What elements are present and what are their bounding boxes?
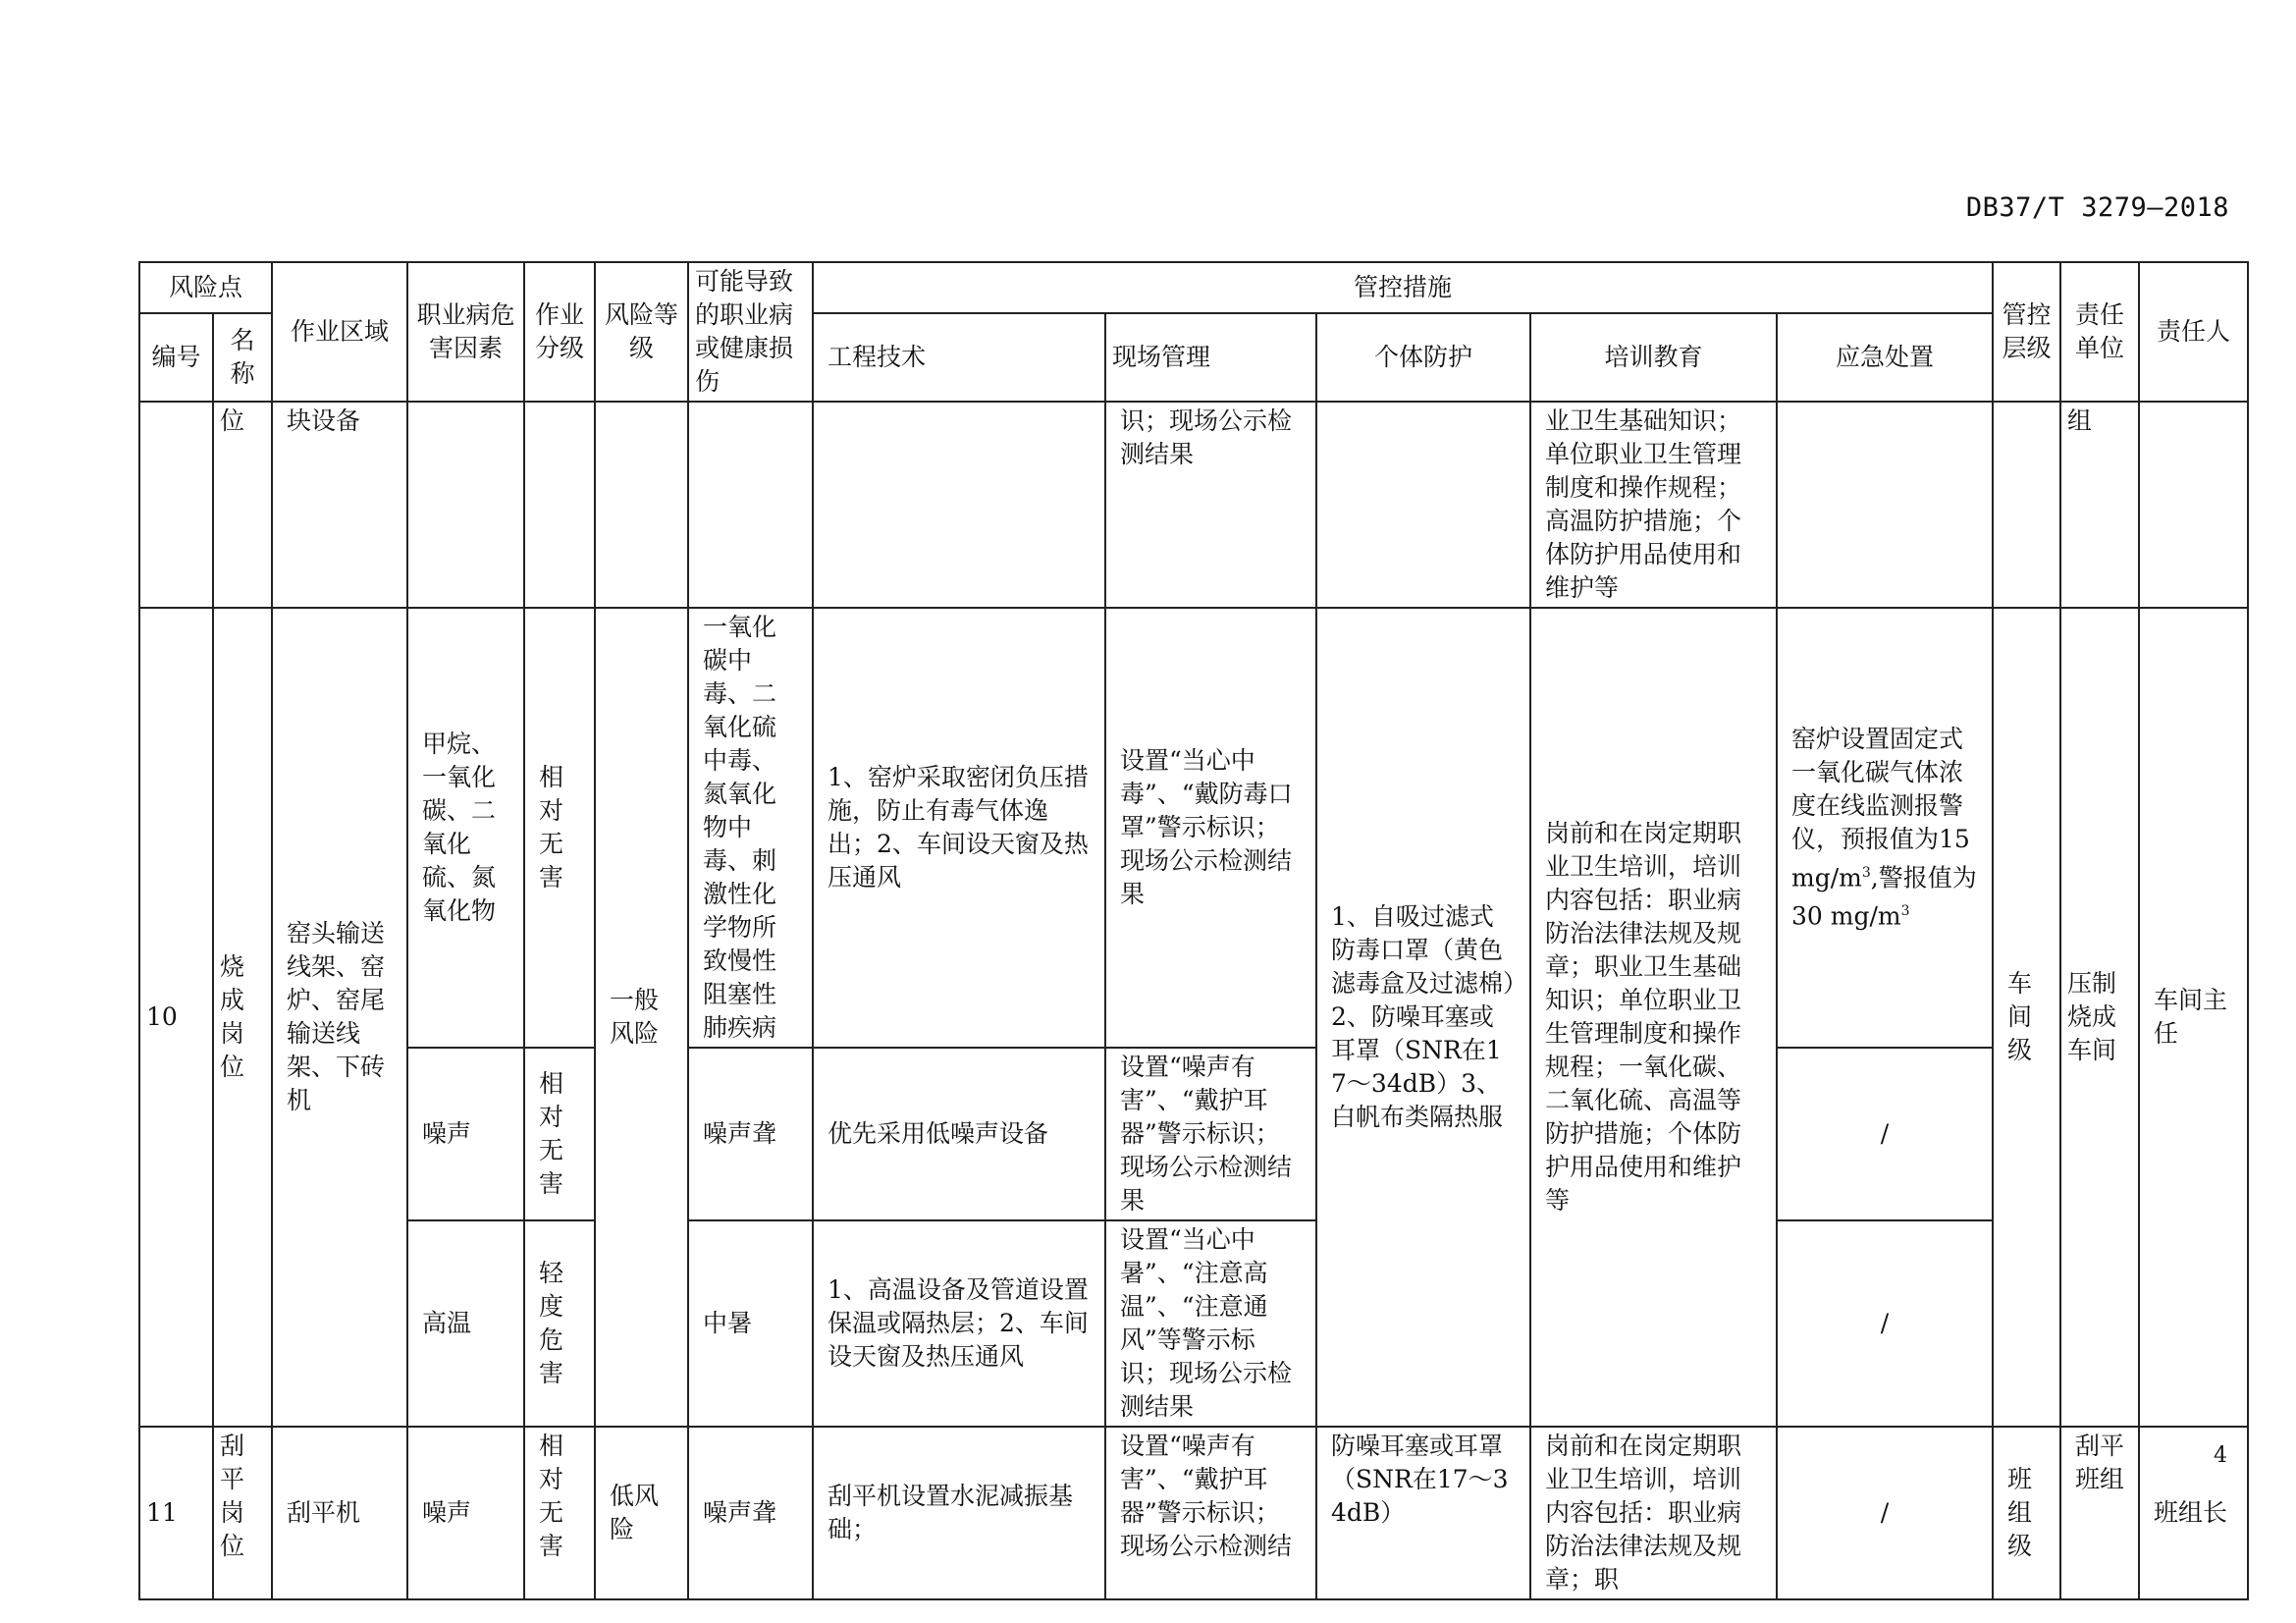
- cell-hazard: 高温: [407, 1220, 524, 1427]
- cell-control-level: 车间级: [1993, 608, 2060, 1427]
- cell-grade: 相对无害: [524, 1427, 595, 1599]
- cell-emergency: /: [1777, 1048, 1993, 1220]
- cell-site-mgmt: 设置“噪声有害”、“戴护耳器”警示标识；现场公示检测结: [1105, 1427, 1316, 1599]
- cell-site-mgmt: 识；现场公示检测结果: [1105, 402, 1316, 608]
- cell-training: 业卫生基础知识；单位职业卫生管理制度和操作规程；高温防护措施；个体防护用品使用和维护等: [1530, 402, 1777, 608]
- header-site-mgmt: 现场管理: [1105, 313, 1316, 402]
- cell-disease: [688, 402, 813, 608]
- cell-grade: 相对无害: [524, 608, 595, 1048]
- cell-engineering: 优先采用低噪声设备: [813, 1048, 1105, 1220]
- header-ppe: 个体防护: [1316, 313, 1530, 402]
- superscript-unit: 3: [1900, 903, 1910, 919]
- cell-number: [139, 402, 213, 608]
- cell-risk-level: 低风险: [595, 1427, 688, 1599]
- cell-risk-level: [595, 402, 688, 608]
- header-training: 培训教育: [1530, 313, 1777, 402]
- cell-name: 位: [213, 402, 272, 608]
- cell-site-mgmt: 设置“当心中暑”、“注意高温”、“注意通风”等警示标识；现场公示检测结果: [1105, 1220, 1316, 1427]
- table-row-10-heat: [139, 1220, 2248, 1427]
- cell-engineering: 刮平机设置水泥减振基础；: [813, 1427, 1105, 1599]
- cell-hazard: 噪声: [407, 1427, 524, 1599]
- cell-unit: 压制烧成车间: [2060, 608, 2139, 1427]
- cell-grade: 相对无害: [524, 1048, 595, 1220]
- header-risk-point: 风险点: [139, 262, 272, 313]
- cell-hazard: 甲烷、一氧化碳、二氧化硫、氮氧化物: [407, 608, 524, 1048]
- table-row-11: [139, 1427, 2248, 1599]
- header-engineering: 工程技术: [813, 313, 1105, 402]
- cell-control-level: [1993, 402, 2060, 608]
- cell-engineering: 1、窑炉采取密闭负压措施，防止有毒气体逸出；2、车间设天窗及热压通风: [813, 608, 1105, 1048]
- cell-number: 10: [139, 608, 213, 1427]
- cell-engineering: [813, 402, 1105, 608]
- cell-control-level: 班组级: [1993, 1427, 2060, 1599]
- cell-emergency: [1777, 402, 1993, 608]
- cell-site-mgmt: 设置“噪声有害”、“戴护耳器”警示标识；现场公示检测结果: [1105, 1048, 1316, 1220]
- header-hazard: 职业病危害因素: [407, 262, 524, 402]
- cell-number: 11: [139, 1427, 213, 1599]
- header-risk-level: 风险等级: [595, 262, 688, 402]
- cell-ppe: [1316, 402, 1530, 608]
- emergency-text: ,警报值为30 mg/m: [1791, 863, 1977, 931]
- superscript-unit: 3: [1861, 864, 1871, 881]
- cell-risk-level: 一般风险: [595, 608, 688, 1427]
- cell-area: 块设备: [272, 402, 407, 608]
- header-row-1: [139, 262, 2248, 313]
- cell-emergency: [1777, 608, 1993, 1048]
- cell-emergency: /: [1777, 1220, 1993, 1427]
- cell-unit: 组: [2060, 402, 2139, 608]
- cell-name: 烧成岗位: [213, 608, 272, 1427]
- cell-name: 刮平岗位: [213, 1427, 272, 1599]
- cell-site-mgmt: 设置“当心中毒”、“戴防毒口罩”警示标识；现场公示检测结果: [1105, 608, 1316, 1048]
- header-control-level: 管控层级: [1993, 262, 2060, 402]
- cell-ppe: 防噪耳塞或耳罩（SNR在17～34dB）: [1316, 1427, 1530, 1599]
- header-resp-person: 责任人: [2139, 262, 2248, 402]
- cell-grade: [524, 402, 595, 608]
- document-code: DB37/T 3279—2018: [1965, 192, 2229, 223]
- header-work-grade: 作业分级: [524, 262, 595, 402]
- table-row-10-noise: [139, 1048, 2248, 1220]
- risk-control-table: [138, 261, 2249, 1600]
- header-resp-unit: 责任单位: [2060, 262, 2139, 402]
- cell-ppe: 1、自吸过滤式防毒口罩（黄色滤毒盒及过滤棉）2、防噪耳塞或耳罩（SNR在17～34dB）3、白帆布类隔热服: [1316, 608, 1530, 1427]
- header-number: 编号: [139, 313, 213, 402]
- cell-disease: 噪声聋: [688, 1427, 813, 1599]
- table-row-10-chemicals: [139, 608, 2248, 1048]
- cell-hazard: [407, 402, 524, 608]
- cell-engineering: 1、高温设备及管道设置保温或隔热层；2、车间设天窗及热压通风: [813, 1220, 1105, 1427]
- cell-disease: 一氧化碳中毒、二氧化硫中毒、氮氧化物中毒、刺激性化学物所致慢性阻塞性肺疾病: [688, 608, 813, 1048]
- cell-disease: 噪声聋: [688, 1048, 813, 1220]
- header-emergency: 应急处置: [1777, 313, 1993, 402]
- page-number: 4: [2214, 1443, 2227, 1468]
- header-name: 名称: [213, 313, 272, 402]
- cell-area: 窑头输送线架、窑炉、窑尾输送线架、下砖机: [272, 608, 407, 1427]
- table-row-continued: [139, 402, 2248, 608]
- cell-hazard: 噪声: [407, 1048, 524, 1220]
- cell-person: 班组长: [2139, 1427, 2248, 1599]
- cell-unit: 刮平班组: [2060, 1427, 2139, 1599]
- cell-disease: 中暑: [688, 1220, 813, 1427]
- header-control-measures: 管控措施: [813, 262, 1993, 313]
- header-disease: 可能导致的职业病或健康损伤: [688, 262, 813, 402]
- cell-grade: 轻度危害: [524, 1220, 595, 1427]
- header-work-area: 作业区域: [272, 262, 407, 402]
- cell-training: 岗前和在岗定期职业卫生培训，培训内容包括：职业病防治法律法规及规章；职: [1530, 1427, 1777, 1599]
- cell-area: 刮平机: [272, 1427, 407, 1599]
- cell-training: 岗前和在岗定期职业卫生培训，培训内容包括：职业病防治法律法规及规章；职业卫生基础知识；单位职业卫生管理制度和操作规程；一氧化碳、二氧化硫、高温等防护措施；个体防护用品使用和维护等: [1530, 608, 1777, 1427]
- emergency-text: 窑炉设置固定式一氧化碳气体浓度在线监测报警仪，预报值为15mg/m: [1791, 724, 1970, 892]
- cell-person: 车间主任: [2139, 608, 2248, 1427]
- cell-emergency: /: [1777, 1427, 1993, 1599]
- cell-person: [2139, 402, 2248, 608]
